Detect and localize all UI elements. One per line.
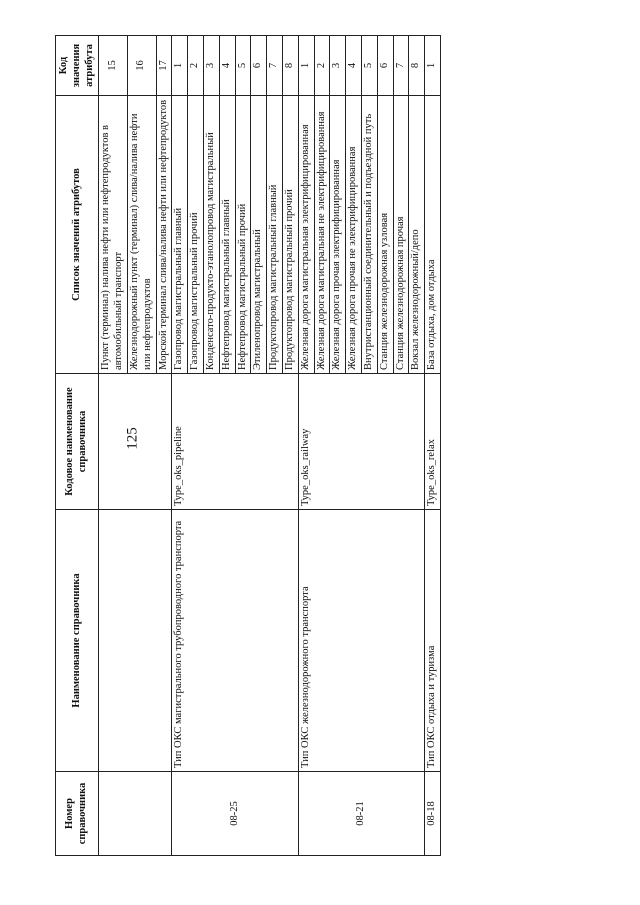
ref-name: Тип ОКС отдыха и туризма xyxy=(425,510,441,772)
ref-code: Type_oks_relax xyxy=(425,374,441,510)
attribute-value-code: 2 xyxy=(188,36,204,96)
attribute-value-text: Нефтепровод магистральный прочий xyxy=(235,96,251,374)
attribute-value-text: Продуктопровод магистральный главный xyxy=(267,96,283,374)
attribute-value-code: 15 xyxy=(99,36,128,96)
attribute-value-text: Внутристанционный соединительный и подъездной путь xyxy=(361,96,377,374)
attribute-value-text: Продуктопровод магистральный прочий xyxy=(282,96,298,374)
ref-name: Тип ОКС железнодорожного транспорта xyxy=(298,510,424,772)
ref-number: 08-21 xyxy=(298,772,424,856)
ref-code: Type_oks_pipeline xyxy=(172,374,298,510)
attribute-value-text: Станция железнодорожная прочая xyxy=(393,96,409,374)
attribute-value-text: Нефтепровод магистральный главный xyxy=(219,96,235,374)
table-body xyxy=(99,36,441,856)
ref-code: Type_oks_railway xyxy=(298,374,424,510)
attribute-value-code: 3 xyxy=(203,36,219,96)
table-header-row xyxy=(56,36,99,856)
table-row xyxy=(99,36,128,856)
attribute-value-code: 8 xyxy=(282,36,298,96)
attribute-value-code: 5 xyxy=(235,36,251,96)
ref-name xyxy=(99,510,172,772)
ref-number: 08-25 xyxy=(172,772,298,856)
attribute-value-code: 8 xyxy=(409,36,425,96)
ref-name: Тип ОКС магистрального трубопроводного транспорта xyxy=(172,510,298,772)
attribute-value-code: 6 xyxy=(377,36,393,96)
header-val: Код значения атрибута xyxy=(56,36,99,96)
attribute-value-code: 6 xyxy=(251,36,267,96)
attribute-value-text: Железная дорога прочая электрифицированная xyxy=(330,96,346,374)
attribute-value-text: Конденсато-продукто-этанолопровод магистральный xyxy=(203,96,219,374)
attribute-value-code: 4 xyxy=(219,36,235,96)
attribute-value-code: 1 xyxy=(298,36,314,96)
attribute-value-text: Вокзал железнодорожный/депо xyxy=(409,96,425,374)
header-code: Кодовое наименование справочника xyxy=(56,374,99,510)
attribute-value-code: 7 xyxy=(393,36,409,96)
ref-code xyxy=(99,374,172,510)
attribute-value-code: 17 xyxy=(156,36,172,96)
attribute-value-code: 7 xyxy=(267,36,283,96)
attribute-value-text: Железнодорожный пункт (терминал) слива/налива нефти или нефтепродуктов xyxy=(127,96,156,374)
rotated-page xyxy=(55,36,441,856)
attribute-value-text: Газопровод магистральный главный xyxy=(172,96,188,374)
attribute-value-text: Железная дорога магистральная электрифицированная xyxy=(298,96,314,374)
attribute-value-code: 1 xyxy=(425,36,441,96)
header-name: Наименование справочника xyxy=(56,510,99,772)
attribute-value-code: 1 xyxy=(172,36,188,96)
table-row xyxy=(425,36,441,856)
table-row xyxy=(298,36,314,856)
attribute-value-code: 5 xyxy=(361,36,377,96)
attribute-value-code: 16 xyxy=(127,36,156,96)
attribute-value-text: База отдыха, дом отдыха xyxy=(425,96,441,374)
attribute-value-text: Газопровод магистральный прочий xyxy=(188,96,204,374)
table-row xyxy=(172,36,188,856)
attribute-value-text: Железная дорога магистральная не электрифицированная xyxy=(314,96,330,374)
ref-number: 08-18 xyxy=(425,772,441,856)
page-number: 125 xyxy=(124,427,141,450)
reference-table xyxy=(55,35,441,856)
header-list: Список значений атрибутов xyxy=(56,96,99,374)
attribute-value-text: Железная дорога прочая не электрифицированная xyxy=(346,96,362,374)
attribute-value-code: 3 xyxy=(330,36,346,96)
attribute-value-code: 2 xyxy=(314,36,330,96)
attribute-value-text: Морской терминал слива/налива нефти или нефтепродуктов xyxy=(156,96,172,374)
ref-number xyxy=(99,772,172,856)
header-num: Номер справочника xyxy=(56,772,99,856)
attribute-value-code: 4 xyxy=(346,36,362,96)
attribute-value-text: Пункт (терминал) налива нефти или нефтепродуктов в автомобильный транспорт xyxy=(99,96,128,374)
attribute-value-text: Станция железнодорожная узловая xyxy=(377,96,393,374)
attribute-value-text: Этиленопровод магистральный xyxy=(251,96,267,374)
